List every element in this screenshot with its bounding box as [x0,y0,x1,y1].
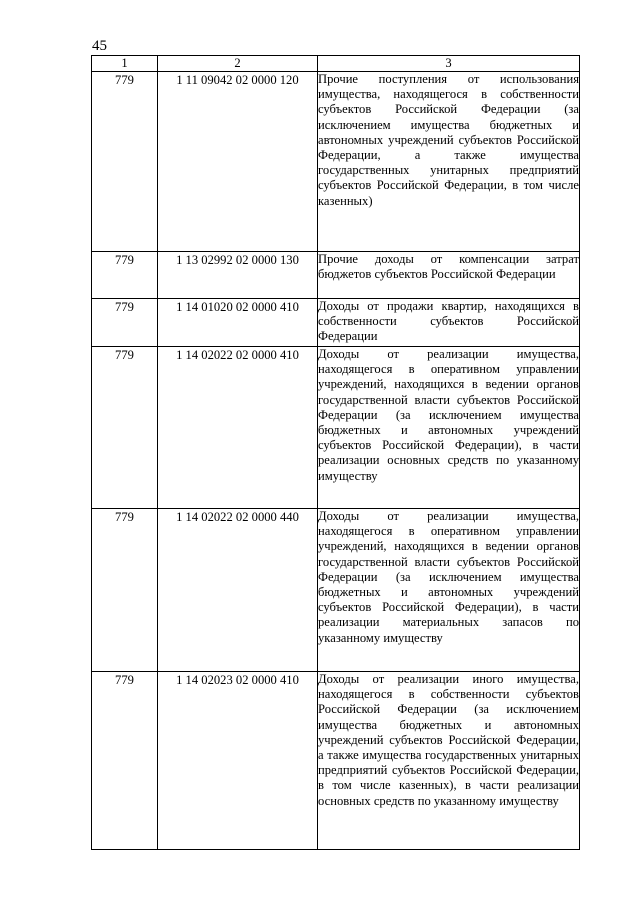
admin-code-cell: 779 [92,299,158,347]
kbk-code-cell: 1 14 01020 02 0000 410 [158,299,318,347]
table-row [92,252,580,299]
kbk-code-cell: 1 14 02022 02 0000 440 [158,509,318,672]
kbk-code-cell: 1 14 02023 02 0000 410 [158,672,318,850]
description-cell: Прочие доходы от компенсации затрат бюджетов субъектов Российской Федерации [318,252,580,299]
kbk-code-cell: 1 13 02992 02 0000 130 [158,252,318,299]
admin-code-cell: 779 [92,347,158,509]
kbk-code-cell: 1 14 02022 02 0000 410 [158,347,318,509]
admin-code-cell: 779 [92,509,158,672]
column-header-3: 3 [318,56,580,72]
column-header-2: 2 [158,56,318,72]
column-header-1: 1 [92,56,158,72]
table-row [92,672,580,850]
admin-code-cell: 779 [92,672,158,850]
description-cell: Доходы от реализации имущества, находящегося в оперативном управлении учреждений, находящихся в ведении органов государственной власти субъектов Российской Федерации (за исключением имущества бюджетных и автономных учреждений субъектов Российской Федерации), в части реализации основных средств по указанному имуществу [318,347,580,509]
admin-code-cell: 779 [92,72,158,252]
description-cell: Доходы от реализации иного имущества, находящегося в собственности субъектов Российской Федерации (за исключением имущества бюджетных и автономных учреждений субъектов Российской Федерации, а также имущества государственных унитарных предприятий субъектов Российской Федерации, в том числе казенных), в части реализации основных средств по указанному имуществу [318,672,580,850]
table-row [92,72,580,252]
revenue-codes-table [91,55,580,850]
page-number: 45 [92,38,107,54]
table-row [92,347,580,509]
table-header-row [92,56,580,72]
description-cell: Прочие поступления от использования имущества, находящегося в собственности субъектов Российской Федерации (за исключением имущества бюджетных и автономных учреждений субъектов Российской Федерации, а также имущества государственных унитарных предприятий субъектов Российской Федерации, в том числе казенных) [318,72,580,252]
description-cell: Доходы от продажи квартир, находящихся в собственности субъектов Российской Федерации [318,299,580,347]
table-row [92,299,580,347]
table-row [92,509,580,672]
description-cell: Доходы от реализации имущества, находящегося в оперативном управлении учреждений, находящихся в ведении органов государственной власти субъектов Российской Федерации (за исключением имущества бюджетных и автономных учреждений субъектов Российской Федерации), в части реализации материальных запасов по указанному имуществу [318,509,580,672]
kbk-code-cell: 1 11 09042 02 0000 120 [158,72,318,252]
admin-code-cell: 779 [92,252,158,299]
